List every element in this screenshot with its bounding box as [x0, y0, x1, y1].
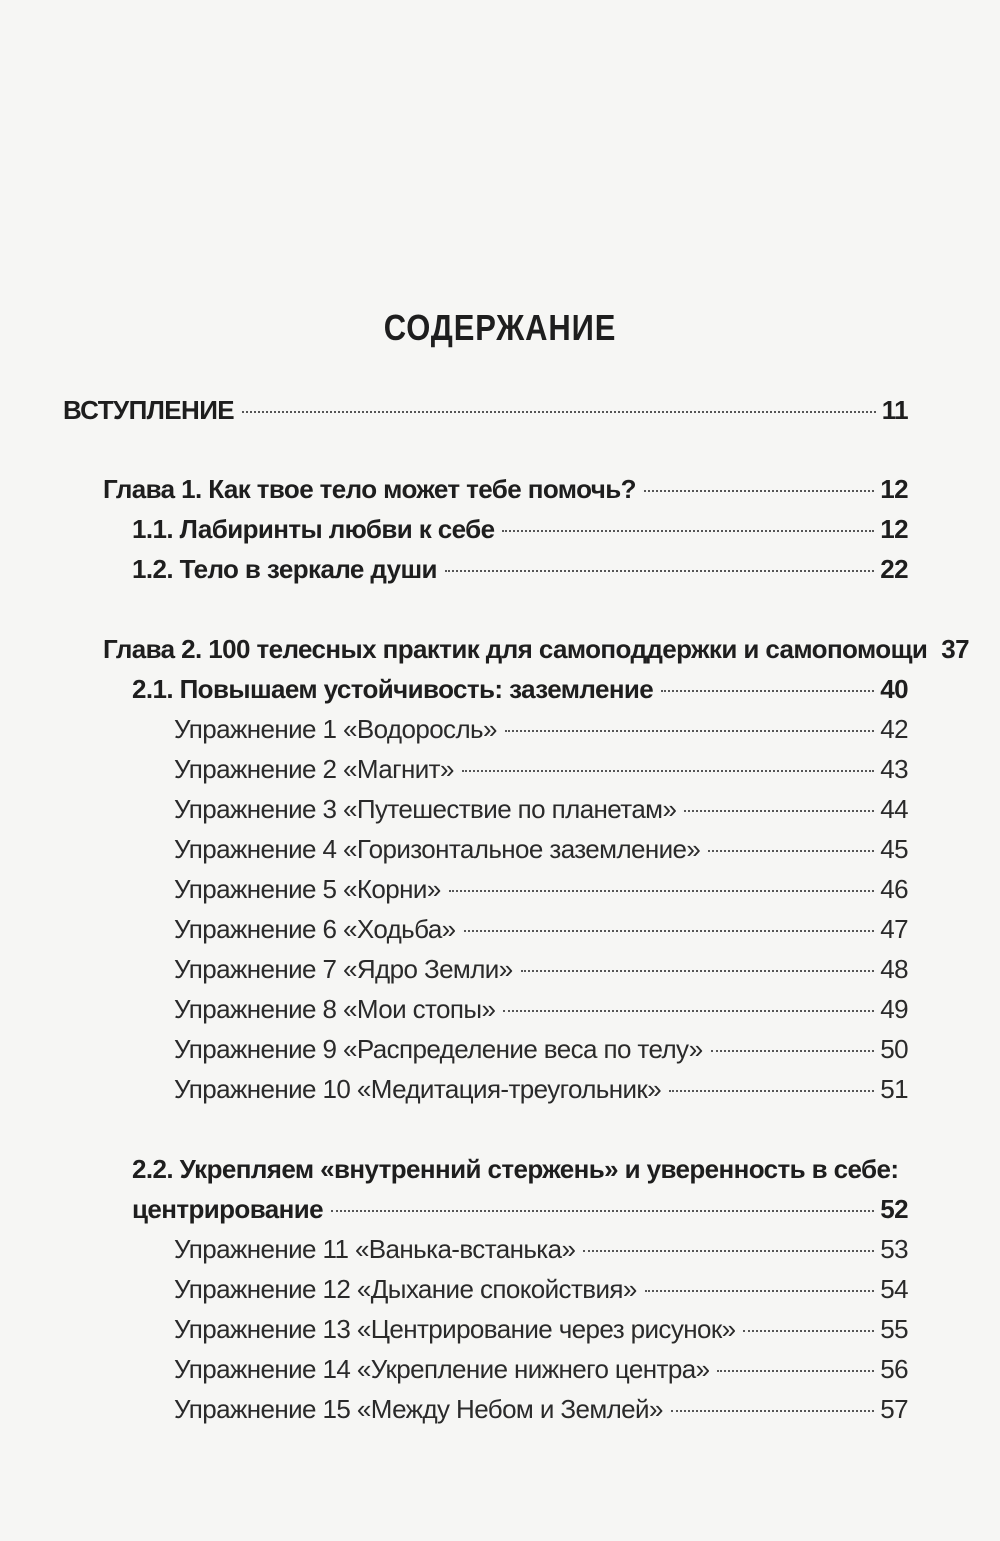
toc-entry-label: ВСТУПЛЕНИЕ [63, 395, 235, 425]
toc-page-number: 37 [941, 634, 970, 664]
toc-page-number: 51 [880, 1074, 908, 1104]
toc-page-number: 48 [880, 954, 908, 984]
page-title: СОДЕРЖАНИЕ [383, 307, 617, 348]
toc-entry-section-1-1 [132, 511, 908, 547]
dot-leader [242, 411, 876, 413]
toc-page-number: 55 [880, 1314, 908, 1344]
dot-leader [445, 570, 874, 572]
dot-leader [661, 690, 874, 692]
toc-page-number: 44 [880, 794, 908, 824]
toc-entry-label: Упражнение 14 «Укрепление нижнего центра» [174, 1354, 710, 1384]
toc-entry-exercise-14 [174, 1351, 908, 1387]
toc-entry-exercise-15 [174, 1391, 908, 1427]
toc-entry-label: 1.1. Лабиринты любви к себе [132, 514, 495, 544]
toc-entry-label: Упражнение 5 «Корни» [174, 874, 441, 904]
toc-entry-exercise-12 [174, 1271, 908, 1307]
toc-page-number: 12 [880, 474, 908, 504]
toc-entry-label: Упражнение 15 «Между Небом и Землей» [174, 1394, 663, 1424]
dot-leader [583, 1250, 874, 1252]
toc-entry-label: Упражнение 8 «Мои стопы» [174, 994, 496, 1024]
toc-entry-label: центрирование [132, 1194, 323, 1224]
toc-entry-chapter-2 [103, 631, 970, 667]
toc-entry-exercise-2 [174, 751, 908, 787]
toc-entry-label: Упражнение 11 «Ванька-встанька» [174, 1234, 576, 1264]
dot-leader [644, 490, 874, 492]
dot-leader [503, 1010, 874, 1012]
toc-entry-intro [63, 392, 908, 428]
toc-page-number: 53 [880, 1234, 908, 1264]
toc-entry-chapter-1 [103, 471, 908, 507]
toc-entry-label: Упражнение 9 «Распределение веса по телу» [174, 1034, 703, 1064]
toc-page-number: 57 [880, 1394, 908, 1424]
toc-entry-label: Упражнение 7 «Ядро Земли» [174, 954, 513, 984]
toc-entry-label: Упражнение 1 «Водоросль» [174, 714, 497, 744]
toc-page-number: 46 [880, 874, 908, 904]
toc-page-number: 45 [880, 834, 908, 864]
dot-leader [462, 770, 874, 772]
dot-leader [464, 930, 875, 932]
toc-entry-section-2-2 [132, 1191, 908, 1227]
toc-entry-exercise-5 [174, 871, 908, 907]
toc-page-number: 56 [880, 1354, 908, 1384]
toc-entry-exercise-6 [174, 911, 908, 947]
toc-entry-exercise-1 [174, 711, 908, 747]
toc-page-number: 40 [880, 674, 908, 704]
toc-page-number: 12 [880, 514, 908, 544]
dot-leader [671, 1410, 874, 1412]
toc-entry-exercise-10 [174, 1071, 908, 1107]
dot-leader [331, 1210, 874, 1212]
toc-page-number: 22 [880, 554, 908, 584]
toc-entry-label: 1.2. Тело в зеркале души [132, 554, 437, 584]
toc-entry-label: Упражнение 12 «Дыхание спокойствия» [174, 1274, 637, 1304]
toc-entry-section-2-2-line1: 2.2. Укрепляем «внутренний стержень» и уверенность в себе: [132, 1154, 899, 1184]
toc-page-number: 43 [880, 754, 908, 784]
dot-leader [669, 1090, 874, 1092]
toc-page-number: 11 [881, 395, 908, 425]
toc-entry-label: 2.1. Повышаем устойчивость: заземление [132, 674, 654, 704]
toc-entry-label: Упражнение 6 «Ходьба» [174, 914, 456, 944]
toc-entry-section-2-1 [132, 671, 908, 707]
toc-entry-exercise-7 [174, 951, 908, 987]
toc-entry-exercise-9 [174, 1031, 908, 1067]
toc-entry-exercise-11 [174, 1231, 908, 1267]
toc-entry-label: Глава 2. 100 телесных практик для самоподдержки и самопомощи [103, 634, 928, 664]
toc-entry-label: Глава 1. Как твое тело может тебе помочь? [103, 474, 636, 504]
dot-leader [743, 1330, 874, 1332]
toc-entry-exercise-8 [174, 991, 908, 1027]
toc-entry-exercise-4 [174, 831, 908, 867]
dot-leader [645, 1290, 875, 1292]
dot-leader [711, 1050, 875, 1052]
toc-entry-label: Упражнение 4 «Горизонтальное заземление» [174, 834, 701, 864]
toc-entry-label: Упражнение 3 «Путешествие по планетам» [174, 794, 677, 824]
dot-leader [684, 810, 874, 812]
toc-entry-label: Упражнение 13 «Центрирование через рисунок» [174, 1314, 736, 1344]
dot-leader [717, 1370, 874, 1372]
dot-leader [449, 890, 875, 892]
toc-page-number: 52 [880, 1194, 908, 1224]
dot-leader [708, 850, 874, 852]
toc-entry-section-1-2 [132, 551, 908, 587]
dot-leader [521, 970, 875, 972]
toc-entry-exercise-13 [174, 1311, 908, 1347]
toc-page-number: 47 [880, 914, 908, 944]
toc-page-number: 50 [880, 1034, 908, 1064]
dot-leader [502, 530, 874, 532]
dot-leader [505, 730, 874, 732]
toc-page-number: 49 [880, 994, 908, 1024]
toc-entry-exercise-3 [174, 791, 908, 827]
toc-page-number: 54 [880, 1274, 908, 1304]
toc-entry-label: Упражнение 10 «Медитация-треугольник» [174, 1074, 662, 1104]
toc-page-number: 42 [880, 714, 908, 744]
toc-entry-label: Упражнение 2 «Магнит» [174, 754, 454, 784]
